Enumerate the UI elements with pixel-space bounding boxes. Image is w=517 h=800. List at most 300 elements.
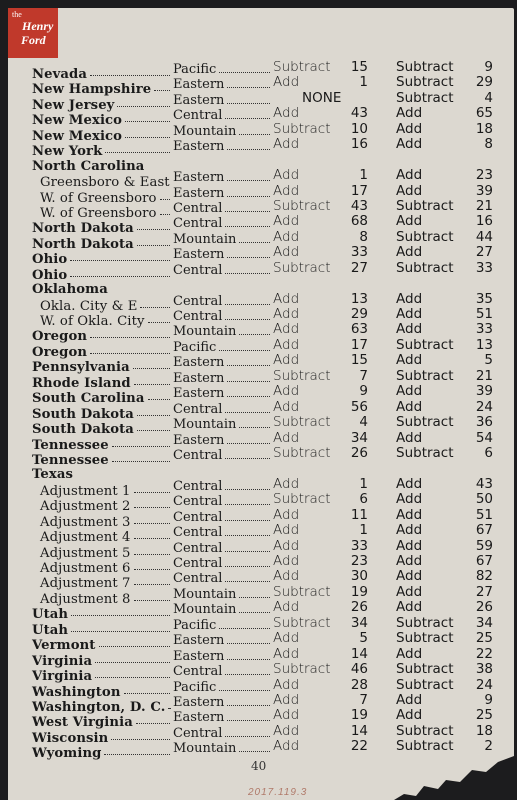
time-zone-cell — [173, 556, 263, 571]
leader-dots — [70, 259, 170, 261]
leader-dots — [227, 180, 270, 181]
time-zone: Pacific — [173, 339, 217, 355]
value-2: 22 — [475, 645, 493, 662]
time-zone-cell — [173, 726, 263, 741]
value-2: 67 — [475, 553, 493, 569]
value-1: 33 — [350, 244, 368, 261]
time-zone-cell — [173, 417, 263, 432]
time-zone-cell — [173, 433, 263, 448]
time-zone-cell — [173, 139, 263, 154]
value-1: 17 — [350, 336, 368, 353]
time-zone-cell — [173, 340, 263, 355]
value-1: 46 — [350, 661, 368, 678]
leader-dots — [225, 211, 270, 212]
value-1: 7 — [359, 367, 368, 384]
note-text: NONE — [302, 89, 342, 106]
action-2: Add — [396, 383, 423, 400]
value-2: 27 — [475, 583, 493, 600]
leader-dots — [225, 674, 270, 675]
leader-dots — [219, 690, 270, 691]
value-1: 29 — [350, 306, 368, 322]
leader-dots — [227, 659, 270, 660]
time-zone: Mountain — [173, 123, 237, 139]
time-zone: Central — [173, 556, 223, 571]
time-zone: Central — [173, 571, 223, 587]
time-zone-cell — [173, 108, 263, 123]
leader-dots — [225, 581, 270, 582]
action-1: Add — [273, 244, 300, 261]
leader-dots — [134, 506, 170, 508]
time-zone-cell — [173, 124, 263, 139]
time-zone-cell — [173, 649, 263, 664]
leader-dots — [137, 228, 170, 230]
value-2: 33 — [475, 321, 493, 338]
value-2: 23 — [475, 167, 493, 184]
action-2: Add — [396, 506, 423, 523]
leader-dots — [219, 350, 270, 351]
henry-ford-logo — [8, 8, 58, 58]
time-zone-cell — [173, 247, 263, 262]
time-zone-cell — [173, 309, 263, 324]
action-1: Add — [273, 74, 300, 91]
time-zone-cell — [173, 402, 263, 417]
action-1: Subtract — [273, 367, 331, 384]
action-2: Add — [396, 599, 423, 616]
value-2: 16 — [475, 213, 493, 230]
value-1: 15 — [350, 352, 368, 369]
state-name: W. of Greensboro — [40, 205, 157, 221]
action-1: Subtract — [273, 661, 331, 678]
logo-line-3: Ford — [21, 33, 46, 47]
value-1: 26 — [350, 599, 368, 616]
leader-dots — [90, 336, 170, 338]
action-1: Add — [273, 429, 300, 446]
value-1: 7 — [359, 691, 368, 708]
time-zone-cell — [173, 741, 263, 756]
action-2: Add — [396, 120, 423, 137]
leader-dots — [125, 120, 170, 122]
leader-dots — [227, 705, 270, 706]
time-zone: Eastern — [173, 77, 225, 93]
action-2: Add — [396, 182, 423, 199]
accession-number: 2017.119.3 — [248, 787, 308, 798]
action-2: Add — [396, 352, 423, 369]
time-zone-cell — [173, 324, 263, 339]
action-2: Subtract — [396, 661, 454, 678]
action-1: Add — [273, 537, 300, 554]
action-2: Subtract — [396, 74, 454, 91]
state-name: Greensboro & East — [40, 175, 170, 191]
value-2: 9 — [484, 691, 493, 708]
leader-dots — [125, 136, 170, 138]
value-2: 25 — [475, 707, 493, 724]
value-1: 9 — [359, 383, 368, 400]
action-2: Subtract — [396, 367, 454, 384]
action-1: Subtract — [273, 614, 331, 631]
time-zone: Eastern — [173, 633, 225, 649]
leader-dots — [70, 275, 170, 277]
state-name: Adjustment 3 — [40, 514, 131, 530]
time-zone-cell — [173, 355, 263, 370]
time-zone-cell — [173, 479, 263, 494]
time-zone-cell — [173, 216, 263, 231]
state-name: South Dakota — [32, 422, 134, 438]
action-2: Add — [396, 167, 423, 184]
leader-dots — [124, 692, 170, 694]
time-zone-cell — [173, 371, 263, 386]
action-2: Add — [396, 105, 423, 122]
action-2: Subtract — [396, 89, 454, 106]
state-name: Texas — [32, 467, 74, 483]
value-1: 14 — [350, 645, 368, 662]
time-zone-cell — [173, 494, 263, 509]
value-2: 82 — [475, 568, 493, 585]
value-2: 39 — [475, 383, 493, 400]
action-1: Add — [273, 336, 300, 353]
value-2: 27 — [475, 244, 493, 261]
state-name: Adjustment 6 — [40, 561, 131, 576]
value-2: 50 — [475, 491, 493, 508]
action-2: Subtract — [396, 228, 454, 245]
value-2: 24 — [475, 676, 493, 693]
value-1: 30 — [350, 568, 368, 585]
value-1: 68 — [350, 213, 368, 230]
leader-dots — [225, 319, 270, 320]
time-zone: Central — [173, 725, 223, 741]
state-name: Adjustment 7 — [40, 576, 131, 592]
leader-dots — [90, 74, 170, 76]
logo-line-1: the — [12, 10, 22, 19]
state-name: Okla. City & E — [40, 298, 138, 314]
leader-dots — [227, 87, 270, 88]
value-2: 39 — [475, 182, 493, 199]
value-2: 33 — [475, 259, 493, 276]
value-1: 22 — [350, 738, 368, 755]
leader-dots — [225, 535, 270, 536]
action-1: Subtract — [273, 414, 331, 431]
time-zone-cell — [173, 618, 263, 633]
time-zone: Central — [173, 262, 223, 278]
value-2: 26 — [475, 599, 493, 616]
time-zone: Eastern — [173, 386, 225, 402]
action-2: Subtract — [396, 59, 454, 75]
leader-dots — [239, 751, 270, 752]
action-2: Add — [396, 568, 423, 585]
leader-dots — [225, 458, 270, 459]
time-zone-cell — [173, 62, 263, 77]
time-zone: Eastern — [173, 370, 225, 386]
action-2: Add — [396, 583, 423, 600]
action-2: Subtract — [396, 336, 454, 353]
table-row — [32, 465, 502, 483]
time-zone: Eastern — [173, 648, 225, 664]
state-name: Utah — [32, 607, 69, 623]
value-1: 56 — [350, 398, 368, 415]
action-2: Add — [396, 429, 423, 446]
state-name: Rhode Island — [32, 375, 131, 391]
state-name: Virginia — [32, 669, 93, 685]
action-1: Add — [273, 290, 300, 307]
state-name: North Dakota — [32, 236, 134, 252]
value-2: 5 — [484, 352, 493, 369]
action-1: Add — [273, 630, 300, 647]
value-2: 34 — [475, 614, 493, 631]
state-name: South Dakota — [32, 406, 134, 422]
time-zone: Central — [173, 664, 223, 680]
time-zone-cell — [173, 680, 263, 695]
value-2: 29 — [475, 74, 493, 91]
leader-dots — [168, 707, 170, 709]
action-2: Subtract — [396, 259, 454, 276]
state-name: West Virginia — [32, 715, 133, 731]
action-2: Subtract — [396, 197, 454, 214]
value-2: 59 — [475, 537, 493, 554]
state-name: Virginia — [32, 653, 93, 669]
leader-dots — [134, 553, 170, 555]
action-1: Subtract — [273, 583, 331, 600]
value-1: 19 — [350, 707, 368, 724]
leader-dots — [134, 491, 170, 493]
action-1: Add — [273, 182, 300, 199]
state-name: Adjustment 4 — [40, 530, 131, 546]
state-name: North Dakota — [32, 221, 134, 237]
action-1: Add — [273, 506, 300, 523]
value-2: 6 — [484, 444, 493, 461]
leader-dots — [225, 304, 270, 305]
action-2: Subtract — [396, 738, 454, 755]
value-1: 6 — [359, 491, 368, 508]
action-1: Subtract — [273, 197, 331, 214]
state-name: South Carolina — [32, 391, 145, 407]
value-1: 10 — [350, 120, 368, 137]
state-name: North Carolina — [32, 158, 145, 174]
time-zone: Eastern — [173, 185, 225, 201]
leader-dots — [227, 381, 270, 382]
action-2: Add — [396, 136, 423, 153]
state-name: W. of Okla. City — [40, 314, 145, 329]
table-row — [32, 120, 502, 144]
state-name: Ohio — [32, 252, 68, 268]
time-zone: Eastern — [173, 694, 225, 710]
value-2: 21 — [475, 197, 493, 214]
time-zone-cell — [173, 571, 263, 586]
action-1: Add — [273, 475, 300, 492]
value-2: 51 — [475, 306, 493, 322]
state-name: Vermont — [32, 638, 96, 654]
value-2: 18 — [475, 120, 493, 137]
value-2: 36 — [475, 414, 493, 431]
value-1: 63 — [350, 321, 368, 338]
leader-dots — [137, 244, 170, 246]
action-1: Add — [273, 707, 300, 724]
action-1: Add — [273, 228, 300, 245]
time-zone-cell — [173, 294, 263, 309]
value-1: 4 — [359, 414, 368, 431]
leader-dots — [225, 504, 270, 505]
action-2: Add — [396, 491, 423, 508]
action-2: Add — [396, 306, 423, 322]
value-2: 18 — [475, 722, 493, 739]
state-name: New York — [32, 144, 103, 160]
state-name: Oregon — [32, 344, 88, 360]
action-2: Add — [396, 290, 423, 307]
state-name: Nevada — [32, 67, 88, 82]
time-zone: Central — [173, 540, 223, 556]
leader-dots — [239, 334, 270, 335]
leader-dots — [134, 383, 170, 385]
leader-dots — [90, 352, 170, 354]
time-zone: Mountain — [173, 324, 237, 340]
time-zone-cell — [173, 170, 263, 185]
value-2: 9 — [484, 59, 493, 75]
action-2: Subtract — [396, 722, 454, 739]
value-2: 67 — [475, 522, 493, 539]
state-name: Oklahoma — [32, 282, 108, 298]
leader-dots — [225, 520, 270, 521]
leader-dots — [227, 103, 270, 104]
leader-dots — [227, 643, 270, 644]
leader-dots — [239, 242, 270, 243]
action-2: Add — [396, 321, 423, 338]
leader-dots — [134, 522, 170, 524]
leader-dots — [225, 412, 270, 413]
leader-dots — [137, 414, 170, 416]
time-zone: Central — [173, 478, 223, 494]
action-1: Add — [273, 599, 300, 616]
action-2: Subtract — [396, 676, 454, 693]
state-name: Pennsylvania — [32, 360, 130, 376]
leader-dots — [134, 537, 170, 539]
time-zone: Central — [173, 293, 223, 309]
leader-dots — [219, 628, 270, 629]
time-zone-table — [32, 59, 502, 762]
time-zone: Eastern — [173, 139, 225, 155]
action-1: Add — [273, 213, 300, 230]
value-2: 44 — [475, 228, 493, 245]
time-zone-cell — [173, 710, 263, 725]
torn-corner — [394, 756, 514, 800]
leader-dots — [134, 599, 170, 601]
value-2: 38 — [475, 661, 493, 678]
action-1: Add — [273, 722, 300, 739]
action-2: Subtract — [396, 444, 454, 461]
action-1: Add — [273, 398, 300, 415]
time-zone: Mountain — [173, 417, 237, 433]
leader-dots — [112, 445, 170, 447]
time-zone: Mountain — [173, 586, 237, 602]
value-1: 8 — [359, 228, 368, 245]
leader-dots — [136, 722, 170, 724]
value-1: 26 — [350, 444, 368, 461]
leader-dots — [134, 568, 170, 570]
leader-dots — [239, 597, 270, 598]
leader-dots — [225, 736, 270, 737]
state-name: Wisconsin — [32, 730, 109, 746]
time-zone-cell — [173, 77, 263, 92]
value-2: 35 — [475, 290, 493, 307]
time-zone: Pacific — [173, 617, 217, 633]
time-zone-cell — [173, 541, 263, 556]
state-name: Washington, D. C. — [32, 699, 166, 715]
time-zone: Pacific — [173, 679, 217, 695]
state-name: Adjustment 8 — [40, 591, 131, 607]
value-2: 4 — [484, 89, 493, 106]
action-1: Add — [273, 553, 300, 569]
value-1: 43 — [350, 197, 368, 214]
leader-dots — [227, 396, 270, 397]
value-2: 25 — [475, 630, 493, 647]
state-name: Tennessee — [32, 437, 109, 453]
time-zone: Central — [173, 200, 223, 216]
time-zone-cell — [173, 386, 263, 401]
action-1: Subtract — [273, 120, 331, 137]
leader-dots — [148, 398, 170, 400]
action-1: Subtract — [273, 444, 331, 461]
leader-dots — [148, 321, 170, 323]
action-1: Add — [273, 321, 300, 338]
state-name: Oregon — [32, 329, 88, 345]
leader-dots — [225, 273, 270, 274]
state-name: Ohio — [32, 267, 68, 283]
value-2: 24 — [475, 398, 493, 415]
state-name: Washington — [32, 684, 121, 700]
table-row — [32, 444, 502, 468]
value-1: 34 — [350, 429, 368, 446]
action-1: Add — [273, 568, 300, 585]
leader-dots — [111, 738, 170, 740]
leader-dots — [95, 676, 170, 678]
time-zone: Eastern — [173, 710, 225, 726]
time-zone: Central — [173, 525, 223, 541]
leader-dots — [71, 614, 170, 616]
time-zone-cell — [173, 525, 263, 540]
value-2: 51 — [475, 506, 493, 523]
state-name: Adjustment 2 — [40, 499, 131, 515]
leader-dots — [239, 427, 270, 428]
action-2: Add — [396, 645, 423, 662]
time-zone: Mountain — [173, 231, 237, 247]
time-zone: Central — [173, 447, 223, 463]
value-2: 8 — [484, 136, 493, 153]
time-zone-cell — [173, 186, 263, 201]
table-row — [32, 228, 502, 252]
time-zone: Eastern — [173, 247, 225, 263]
state-name: New Jersey — [32, 97, 115, 113]
action-2: Add — [396, 707, 423, 724]
value-2: 65 — [475, 105, 493, 122]
action-1: Add — [273, 352, 300, 369]
time-zone: Eastern — [173, 355, 225, 371]
time-zone-cell — [173, 448, 263, 463]
leader-dots — [227, 149, 270, 150]
leader-dots — [227, 443, 270, 444]
leader-dots — [71, 630, 170, 632]
value-1: 17 — [350, 182, 368, 199]
action-1: Add — [273, 691, 300, 708]
page-number: 40 — [251, 759, 267, 773]
action-1: Add — [273, 738, 300, 755]
time-zone: Central — [173, 216, 223, 232]
state-name: New Mexico — [32, 128, 123, 144]
leader-dots — [227, 365, 270, 366]
time-zone-cell — [173, 93, 263, 108]
action-2: Add — [396, 691, 423, 708]
time-zone-cell — [173, 587, 263, 602]
value-2: 54 — [475, 429, 493, 446]
value-1: 27 — [350, 259, 368, 276]
value-1: 5 — [359, 630, 368, 647]
action-2: Add — [396, 537, 423, 554]
